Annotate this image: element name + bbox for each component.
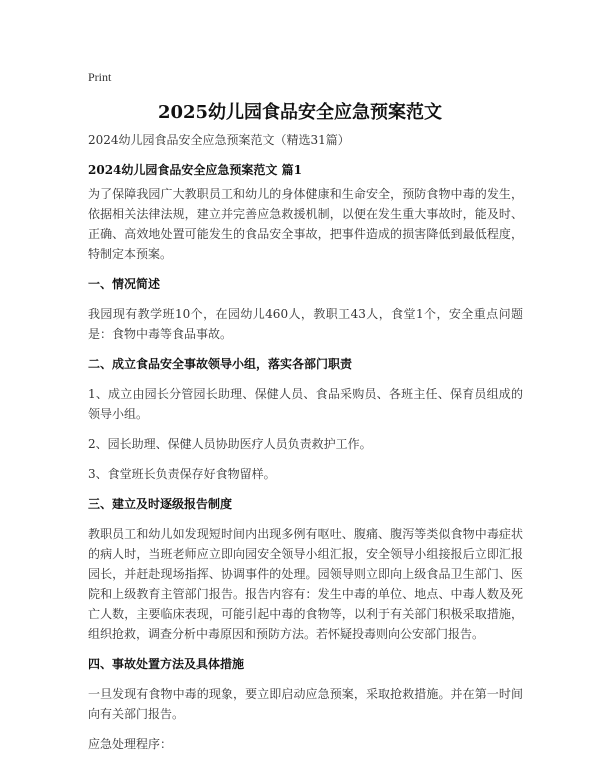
- section-4-paragraph: 一旦发现有食物中毒的现象，要立即启动应急预案，采取抢救措施。并在第一时间向有关部门报告。: [88, 687, 523, 721]
- section-1-paragraph: 我园现有教学班10个，在园幼儿460人，教职工43人，食堂1个，安全重点问题是：食物中毒等食品事故。: [88, 307, 523, 341]
- document-title: 2025幼儿园食品安全应急预案范文: [157, 102, 443, 123]
- section-2-item-2: 2、园长助理、保健人员协助医疗人员负责救护工作。: [88, 437, 372, 451]
- document-body: [88, 130, 523, 764]
- procedure-label: 应急处理程序：: [88, 737, 173, 751]
- section-4-heading: 四、事故处置方法及具体措施: [88, 657, 245, 671]
- document-subtitle: 2024幼儿园食品安全应急预案范文（精选31篇）: [88, 133, 350, 147]
- section-3-heading: 三、建立及时逐级报告制度: [88, 497, 233, 511]
- article-heading: 2024幼儿园食品安全应急预案范文 篇1: [88, 163, 302, 177]
- section-3-paragraph: 教职员工和幼儿如发现短时间内出现多例有呕吐、腹痛、腹泻等类似食物中毒症状的病人时，当班老师应立即向园安全领导小组汇报，安全领导小组接报后立即汇报园长，并赶赴现场指挥、协调事件的处理。园领导则立即向上级食品卫生部门、医院和上级教育主管部门报告。报告内容有：发生中毒的单位、地点、中毒人数及死亡人数，主要临床表现，可能引起中毒的食物等，以利于有关部门积极采取措施，组织抢救，调查分析中毒原因和预防方法。若怀疑投毒则向公安部门报告。: [88, 527, 523, 641]
- intro-paragraph: 为了保障我园广大教职员工和幼儿的身体健康和生命安全，预防食物中毒的发生，依据相关法律法规，建立并完善应急救援机制，以便在发生重大事故时，能及时、正确、高效地处置可能发生的食品安全事故，把事件造成的损害降低到最低程度，特制定本预案。: [88, 187, 523, 261]
- print-label: Print: [88, 70, 112, 84]
- section-2-heading: 二、成立食品安全事故领导小组，落实各部门职责: [88, 357, 353, 371]
- section-1-heading: 一、情况简述: [88, 277, 161, 291]
- section-2-item-3: 3、食堂班长负责保存好食物留样。: [88, 467, 276, 481]
- section-2-item-1: 1、成立由园长分管园长助理、保健人员、食品采购员、各班主任、保育员组成的领导小组。: [88, 387, 523, 421]
